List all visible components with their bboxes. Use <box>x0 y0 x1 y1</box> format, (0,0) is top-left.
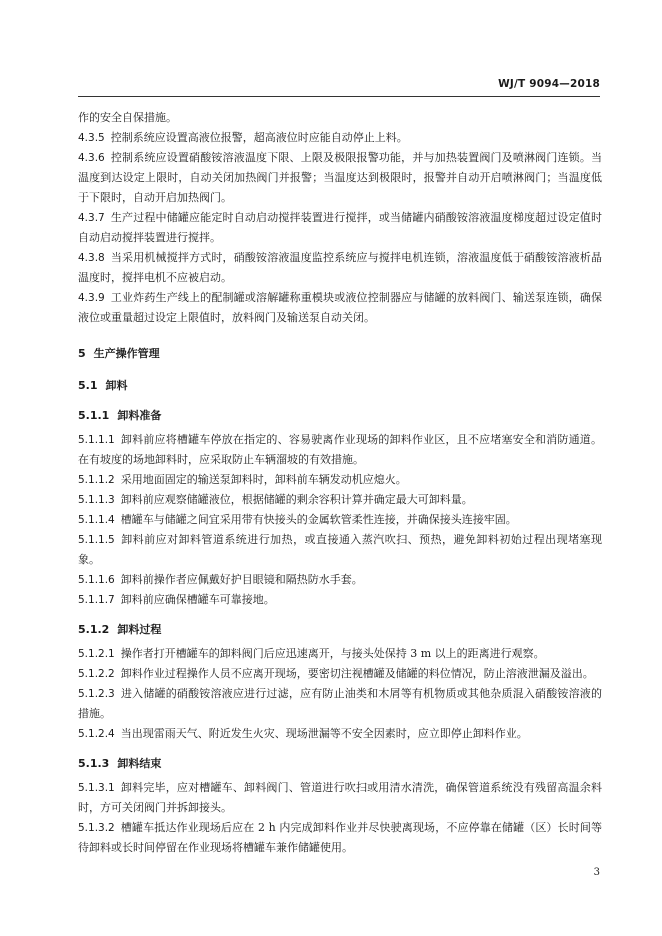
clause-text: 生产过程中储罐应能定时自动启动搅拌装置进行搅拌，或当储罐内硝酸铵溶液温度梯度超过设定值时自动启动搅拌装置进行搅拌。 <box>78 211 602 244</box>
continuation-text: 作的安全自保措施。 <box>78 111 177 124</box>
section-heading-5-1 <box>78 376 602 396</box>
clause-5-1-1-2 <box>78 470 602 490</box>
subsection-5-1-2 <box>78 620 602 744</box>
section-number: 5.1 <box>78 379 98 392</box>
clause-4-3-5 <box>78 128 602 148</box>
clause-number: 5.1.2.1 <box>78 648 115 660</box>
clauses-4-3 <box>78 128 602 328</box>
clause-5-1-1-1 <box>78 430 602 470</box>
subsection-number: 5.1.1 <box>78 409 110 422</box>
clause-text: 控制系统应设置高液位报警，超高液位时应能自动停止上料。 <box>110 131 408 144</box>
subsection-title: 卸料结束 <box>117 757 162 770</box>
section-title: 卸料 <box>105 379 128 392</box>
clause-text: 槽罐车与储罐之间宜采用带有快接头的金属软管柔性连接，并确保接头连接牢固。 <box>120 513 517 526</box>
subsection-5-1-1 <box>78 406 602 610</box>
subsection-heading <box>78 620 602 640</box>
subsection-title: 卸料准备 <box>117 409 162 422</box>
clause-number: 5.1.2.4 <box>78 728 115 740</box>
standard-code: WJ/T 9094—2018 <box>498 78 600 90</box>
section-heading-5 <box>78 344 602 364</box>
clause-number: 5.1.2.3 <box>78 688 115 700</box>
clause-5-1-1-7 <box>78 590 602 610</box>
clause-text: 卸料完毕，应对槽罐车、卸料阀门、管道进行吹扫或用清水清洗，确保管道系统没有残留高温余料时，方可关闭阀门并拆卸接头。 <box>78 781 602 814</box>
clause-5-1-3-1 <box>78 778 602 818</box>
subsection-number: 5.1.3 <box>78 757 110 770</box>
clause-4-3-9 <box>78 288 602 328</box>
clause-text: 控制系统应设置硝酸铵溶液温度下限、上限及极限报警功能，并与加热装置阀门及喷淋阀门连锁。当温度到达设定上限时，自动关闭加热阀门并报警；当温度达到极限时，报警并自动开启喷淋阀门；当温度低于下限时，自动开启加热阀门。 <box>78 151 602 204</box>
clause-number: 4.3.6 <box>78 152 105 164</box>
clause-text: 卸料前应将槽罐车停放在指定的、容易驶离作业现场的卸料作业区，且不应堵塞安全和消防通道。在有坡度的场地卸料时，应采取防止车辆溜坡的有效措施。 <box>78 433 602 466</box>
clause-5-1-2-4 <box>78 724 602 744</box>
clause-text: 槽罐车抵达作业现场后应在 2 h 内完成卸料作业并尽快驶离现场，不应停靠在储罐（区）长时间等待卸料或长时间停留在作业现场将槽罐车兼作储罐使用。 <box>78 821 602 854</box>
clause-text: 工业炸药生产线上的配制罐或溶解罐称重模块或液位控制器应与储罐的放料阀门、输送泵连锁，确保液位或重量超过设定上限值时，放料阀门及输送泵自动关闭。 <box>78 291 602 324</box>
clause-text: 操作者打开槽罐车的卸料阀门后应迅速离开，与接头处保持 3 m 以上的距离进行观察。 <box>120 647 545 660</box>
clause-4-3-7 <box>78 208 602 248</box>
clause-text: 当采用机械搅拌方式时，硝酸铵溶液温度监控系统应与搅拌电机连锁，溶液温度低于硝酸铵溶液析晶温度时，搅拌电机不应被启动。 <box>78 251 602 284</box>
clause-5-1-1-5 <box>78 530 602 570</box>
clause-number: 5.1.3.2 <box>78 822 115 834</box>
subsection-title: 卸料过程 <box>117 623 162 636</box>
clause-number: 5.1.1.7 <box>78 594 115 606</box>
clause-number: 5.1.1.2 <box>78 474 115 486</box>
clause-5-1-2-3 <box>78 684 602 724</box>
clause-5-1-1-6 <box>78 570 602 590</box>
clause-4-3-6 <box>78 148 602 208</box>
clause-text: 卸料前操作者应佩戴好护目眼镜和隔热防水手套。 <box>120 573 363 586</box>
clause-number: 5.1.1.6 <box>78 574 115 586</box>
subsection-5-1-3 <box>78 754 602 858</box>
clause-number: 5.1.3.1 <box>78 782 115 794</box>
clause-4-3-8 <box>78 248 602 288</box>
subsection-number: 5.1.2 <box>78 623 110 636</box>
clause-text: 卸料前应确保槽罐车可靠接地。 <box>120 593 275 606</box>
subsection-heading <box>78 406 602 426</box>
clause-text: 卸料作业过程操作人员不应离开现场，要密切注视槽罐及储罐的料位情况，防止溶液泄漏及溢出。 <box>120 667 594 680</box>
clause-text: 进入储罐的硝酸铵溶液应进行过滤，应有防止油类和木屑等有机物质或其他杂质混入硝酸铵溶液的措施。 <box>78 687 602 720</box>
page-number: 3 <box>593 867 600 878</box>
clause-number: 4.3.9 <box>78 292 105 304</box>
clause-text: 采用地面固定的输送泵卸料时，卸料前车辆发动机应熄火。 <box>120 473 407 486</box>
clause-number: 5.1.1.3 <box>78 494 115 506</box>
subsection-heading <box>78 754 602 774</box>
clause-number: 5.1.1.5 <box>78 534 115 546</box>
clause-number: 4.3.7 <box>78 212 105 224</box>
clause-number: 4.3.8 <box>78 252 105 264</box>
clause-number: 5.1.1.4 <box>78 514 115 526</box>
clause-5-1-1-4 <box>78 510 602 530</box>
clause-number: 4.3.5 <box>78 132 105 144</box>
clause-5-1-3-2 <box>78 818 602 858</box>
clause-5-1-2-2 <box>78 664 602 684</box>
clause-5-1-2-1 <box>78 644 602 664</box>
page-content <box>78 108 602 858</box>
section-title: 生产操作管理 <box>93 347 160 360</box>
clause-number: 5.1.2.2 <box>78 668 115 680</box>
clause-number: 5.1.1.1 <box>78 434 115 446</box>
header-rule <box>78 96 600 97</box>
clause-text: 当出现雷雨天气、附近发生火灾、现场泄漏等不安全因素时，应立即停止卸料作业。 <box>120 727 528 740</box>
clause-5-1-1-3 <box>78 490 602 510</box>
clause-text: 卸料前应观察储罐液位，根据储罐的剩余容积计算并确定最大可卸料量。 <box>120 493 473 506</box>
section-number: 5 <box>78 347 86 360</box>
clause-text: 卸料前应对卸料管道系统进行加热，或直接通入蒸汽吹扫、预热，避免卸料初始过程出现堵塞现象。 <box>78 533 602 566</box>
